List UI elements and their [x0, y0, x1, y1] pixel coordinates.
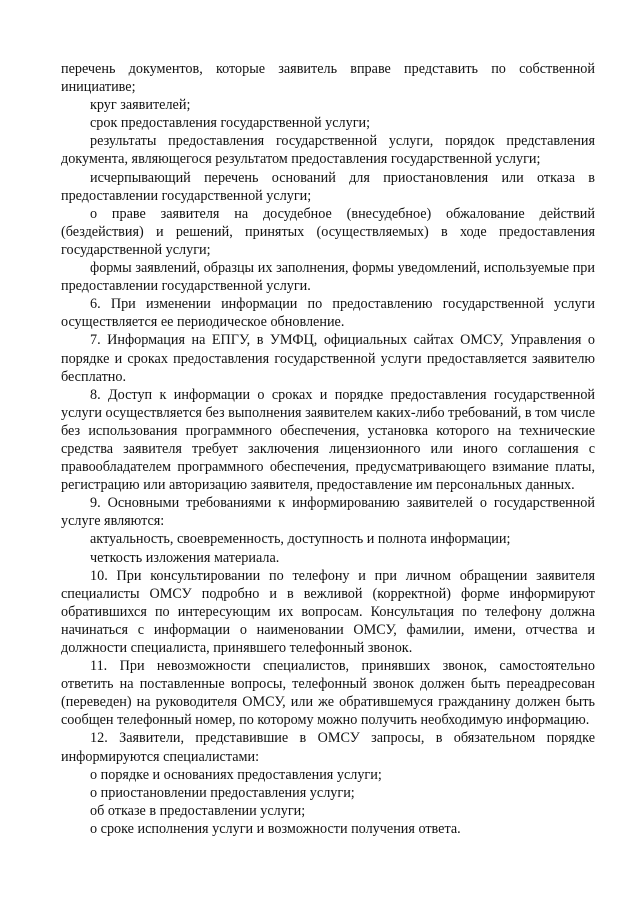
paragraph: 10. При консультировании по телефону и при личном обращении заявителя специалисты ОМСУ подробно и в вежливой (корректной) форме информируют обратившихся по интересующим их вопросам. Консультация по телефону должна начинаться с информации о наименовании ОМСУ, фамилии, имени, отчества и должности специалиста, принявшего телефонный звонок.: [61, 567, 595, 656]
paragraph: 7. Информация на ЕПГУ, в УМФЦ, официальных сайтах ОМСУ, Управления о порядке и сроках предоставления государственной услуги предоставляется заявителю бесплатно.: [61, 332, 595, 385]
list-item: результаты предоставления государственной услуги, порядок представления документа, являющегося результатом предоставления государственной услуги;: [61, 133, 595, 168]
list-item: исчерпывающий перечень оснований для приостановления или отказа в предоставлении государственной услуги;: [61, 169, 595, 204]
list-item: срок предоставления государственной услуги;: [90, 115, 371, 132]
paragraph: 8. Доступ к информации о сроках и порядке предоставления государственной услуги осуществляется без выполнения заявителем каких-либо требований, в том числе без использования программного обеспечения, установка которого на технические средства заявителя требует заключения лицензионного или иного соглашения с правообладателем программного обеспечения, предусматривающего взимание платы, регистрацию или авторизацию заявителя, предоставление им персональных данных.: [61, 386, 595, 494]
list-item: о праве заявителя на досудебное (внесудебное) обжалование действий (бездействия) и решений, принятых (осуществляемых) в ходе предоставления государственной услуги;: [61, 205, 595, 258]
paragraph: 9. Основными требованиями к информированию заявителей о государственной услуге являются:: [61, 495, 595, 530]
paragraph: 12. Заявители, представившие в ОМСУ запросы, в обязательном порядке информируются специалистами:: [61, 730, 595, 765]
list-item: о сроке исполнения услуги и возможности получения ответа.: [90, 820, 461, 837]
list-item: актуальность, своевременность, доступность и полнота информации;: [90, 531, 511, 548]
document-page: [61, 60, 595, 838]
paragraph: 6. При изменении информации по предоставлению государственной услуги осуществляется ее периодическое обновление.: [61, 296, 595, 331]
paragraph: перечень документов, которые заявитель вправе представить по собственной инициативе;: [61, 61, 595, 96]
paragraph: 11. При невозможности специалистов, принявших звонок, самостоятельно ответить на поставленные вопросы, телефонный звонок должен быть переадресован (переведен) на руководителя ОМСУ, или же обратившемуся гражданину должен быть сообщен телефонный номер, по которому можно получить необходимую информацию.: [61, 658, 595, 729]
list-item: об отказе в предоставлении услуги;: [90, 802, 306, 819]
list-item: формы заявлений, образцы их заполнения, формы уведомлений, используемые при предоставлении государственной услуги.: [61, 260, 595, 295]
list-item: круг заявителей;: [90, 97, 191, 114]
list-item: четкость изложения материала.: [90, 549, 280, 566]
list-item: о приостановлении предоставления услуги;: [90, 784, 355, 801]
list-item: о порядке и основаниях предоставления услуги;: [90, 766, 382, 783]
